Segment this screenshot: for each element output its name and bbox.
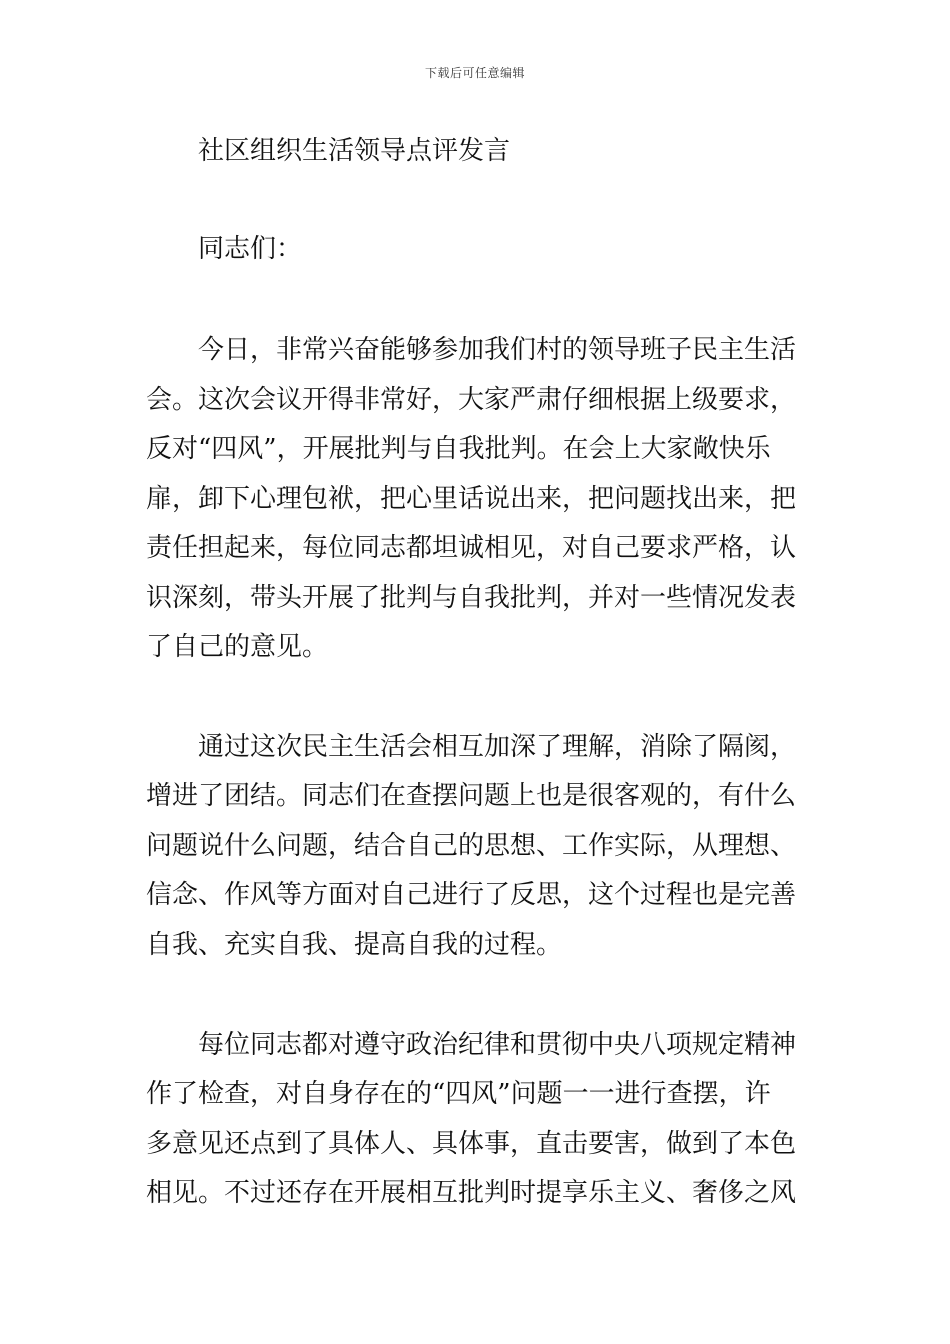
paragraph-line: 相见。不过还存在开展相互批判时提享乐主义、奢侈之风 (146, 1178, 797, 1208)
paragraph-line: 识深刻，带头开展了批判与自我批判，并对一些情况发表 (146, 583, 797, 613)
paragraph-line: 会。这次会议开得非常好，大家严肃仔细根据上级要求， (146, 385, 797, 415)
paragraph-line: 信念、作风等方面对自己进行了反思，这个过程也是完善 (146, 880, 797, 910)
paragraph-line: 通过这次民主生活会相互加深了理解，消除了隔阂， (198, 732, 797, 762)
paragraph-line: 多意见还点到了具体人、具体事，直击要害，做到了本色 (146, 1129, 797, 1159)
paragraph-line: 问题说什么问题，结合自己的思想、工作实际，从理想、 (146, 831, 797, 861)
paragraph-line: 作了检查，对自身存在的“四风”问题一一进行查摆，许 (146, 1079, 771, 1109)
paragraph-line: 每位同志都对遵守政治纪律和贯彻中央八项规定精神 (198, 1030, 797, 1060)
page-header: 下载后可任意编辑 (424, 66, 525, 80)
salutation: 同志们： (198, 234, 303, 264)
paragraph-line: 今日，非常兴奋能够参加我们村的领导班子民主生活 (198, 335, 797, 365)
paragraph-line: 扉，卸下心理包袱，把心里话说出来，把问题找出来，把 (146, 484, 797, 514)
paragraph-line: 增进了团结。同志们在查摆问题上也是很客观的，有什么 (146, 781, 797, 811)
paragraph-line: 责任担起来，每位同志都坦诚相见，对自己要求严格，认 (146, 533, 797, 563)
document-title: 社区组织生活领导点评发言 (198, 136, 511, 166)
paragraph-line: 了自己的意见。 (146, 632, 329, 662)
paragraph-line: 自我、充实自我、提高自我的过程。 (146, 930, 563, 960)
paragraph-line: 反对“四风”，开展批判与自我批判。在会上大家敞快乐 (146, 434, 771, 464)
